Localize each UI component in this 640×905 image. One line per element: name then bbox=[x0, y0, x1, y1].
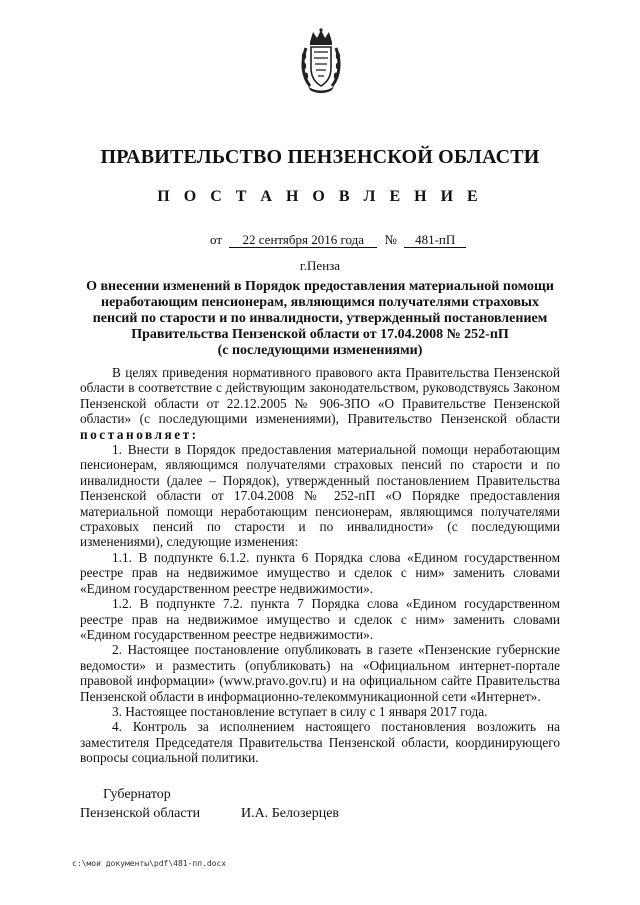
item-1: 1. Внести в Порядок предоставления материальной помощи неработающим пенсионерам, являющимся получателями страховых пенсий по старости и по инвалидности (далее – Порядок), утвержденный постановлением Правительства Пензенской области от 17.04.2008 № 252-пП «О Порядке предоставления материальной помощи неработающим пенсионерам, являющимся получателями страховых пенсий по старости и по инвалидности» (с последующими изменениями), следующие изменения: bbox=[80, 442, 560, 550]
title-line: О внесении изменений в Порядок предоставления материальной помощи bbox=[86, 279, 554, 294]
title-line: пенсий по старости и по инвалидности, утвержденный постановлением bbox=[92, 311, 548, 326]
item-3: 3. Настоящее постановление вступает в силу с 1 января 2017 года. bbox=[112, 703, 488, 719]
title-line: неработающим пенсионерам, являющимся получателями страховых bbox=[101, 295, 539, 310]
coat-of-arms-icon bbox=[300, 28, 342, 94]
organization-name: ПРАВИТЕЛЬСТВО ПЕНЗЕНСКОЙ ОБЛАСТИ bbox=[100, 146, 540, 168]
city: г.Пенза bbox=[299, 258, 341, 273]
document-title bbox=[80, 279, 560, 359]
signatory-name: И.А. Белозерцев bbox=[241, 806, 340, 821]
document-body bbox=[80, 365, 560, 766]
number-label: № bbox=[384, 232, 397, 247]
preamble-text: В целях приведения нормативного правового акта Правительства Пензенской области в соответствие с действующим законодательством, руководствуясь Законом Пензенской области от 22.12.2005 № 906-ЗПО «О Правительстве Пензенской области» (с последующими изменениями), Правительство Пензенской области bbox=[80, 365, 560, 427]
document-type: П О С Т А Н О В Л Е Н И Е bbox=[157, 188, 483, 205]
title-line: Правительства Пензенской области от 17.04.2008 № 252-пП bbox=[131, 327, 509, 342]
signatory-title: Губернатор bbox=[103, 787, 171, 802]
item-1-1: 1.1. В подпункте 6.1.2. пункта 6 Порядка слова «Едином государственном реестре прав на недвижимое имущество и сделок с ним» заменить словами «Едином государственном реестре недвижимости». bbox=[80, 549, 560, 596]
document-date: 22 сентября 2016 года bbox=[229, 233, 377, 248]
item-4: 4. Контроль за исполнением настоящего постановления возложить на заместителя Председателя Правительства Пензенской области, координирующего вопросы социальной политики. bbox=[80, 719, 560, 766]
decree-word: постановляет: bbox=[80, 426, 199, 442]
from-label: от bbox=[210, 232, 223, 247]
item-1-2: 1.2. В подпункте 7.2. пункта 7 Порядка слова «Едином государственном реестре прав на недвижимое имущество и сделок с ним» заменить словами «Едином государственном реестре недвижимости». bbox=[80, 596, 560, 642]
preamble-paragraph bbox=[80, 365, 560, 442]
file-path: c:\мои документы\pdf\481-пп.docx bbox=[72, 859, 227, 868]
document-number: 481-пП bbox=[404, 233, 466, 248]
item-2: 2. Настоящее постановление опубликовать в газете «Пензенские губернские ведомости» и разместить (опубликовать) на «Официальном интернет-портале правовой информации» (www.pravo.gov.ru) и на официальном сайте Правительства Пензенской области в информационно-телекоммуникационной сети «Интернет». bbox=[80, 642, 560, 704]
signatory-org: Пензенской области bbox=[80, 806, 201, 821]
title-line: (с последующими изменениями) bbox=[217, 343, 423, 358]
